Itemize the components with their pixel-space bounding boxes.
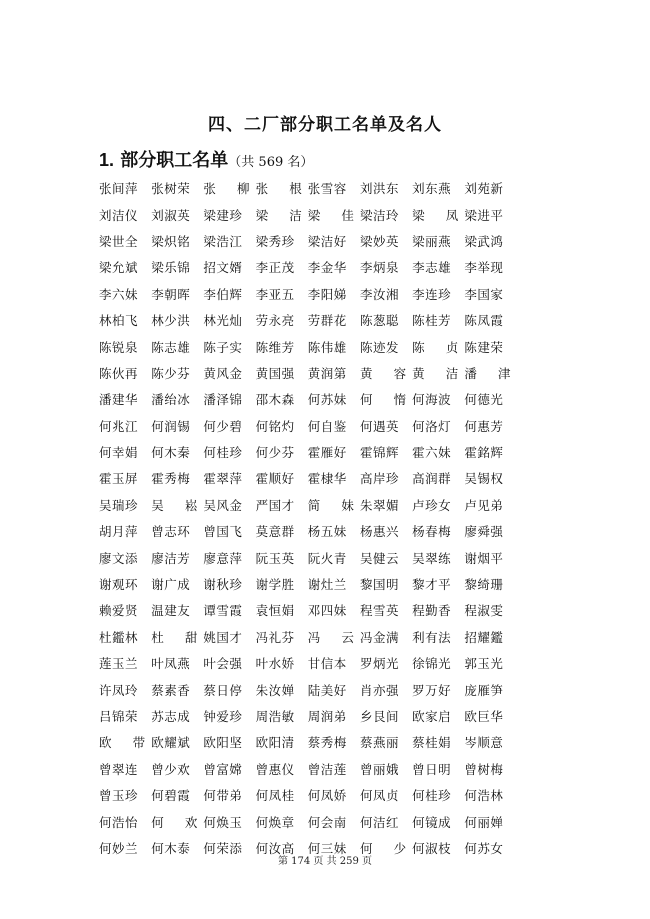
staff-name: 梁丽燕: [412, 233, 452, 249]
staff-name: 姚国才: [203, 629, 243, 645]
staff-name: 何浩林: [464, 788, 504, 804]
staff-name: 何焕章: [255, 814, 295, 830]
staff-name: 曾玉珍: [99, 788, 139, 804]
staff-name: 陈少芬: [151, 365, 191, 381]
staff-name: 梁乐锦: [151, 260, 191, 276]
staff-name: 陈 贞: [412, 339, 459, 355]
staff-name: 何会南: [307, 814, 347, 830]
staff-name: 何德光: [464, 392, 504, 408]
name-row: [99, 175, 559, 201]
staff-name: 梁秀珍: [255, 233, 295, 249]
staff-name: 何遇英: [359, 418, 399, 434]
name-row: [99, 808, 559, 834]
staff-name: 何自鉴: [307, 418, 347, 434]
staff-name: 梁建珍: [203, 207, 243, 223]
staff-name: 钟爱珍: [203, 709, 243, 724]
staff-name: 莲玉兰: [99, 656, 139, 672]
staff-name: 莫意群: [255, 524, 295, 540]
staff-name: 陈锐泉: [99, 339, 139, 355]
staff-name: 曾国飞: [203, 524, 243, 540]
staff-name: 欧耀斌: [151, 735, 191, 751]
staff-name: 霍锦辉: [359, 445, 399, 461]
name-row: [99, 254, 559, 280]
staff-name: 吴风金: [203, 497, 243, 513]
staff-name: 梁妙英: [359, 233, 399, 249]
staff-name: 苏志成: [151, 709, 191, 724]
staff-name: 霍雁好: [307, 445, 347, 461]
staff-name: 何带弟: [203, 788, 243, 804]
staff-name: 廖意萍: [203, 550, 243, 566]
staff-name: 李六妹: [99, 286, 139, 302]
name-row: [99, 729, 559, 755]
name-row: [99, 650, 559, 676]
staff-name: 梁 凤: [412, 207, 459, 223]
staff-name: 黄 容: [359, 365, 407, 381]
staff-name: 梁洁好: [307, 233, 347, 249]
staff-name: 吴锡权: [464, 471, 504, 487]
staff-name: 霍玉屏: [99, 471, 139, 487]
staff-name: 梁 佳: [307, 207, 354, 223]
staff-name: 何 欢: [151, 814, 198, 830]
staff-name: 黎国明: [359, 577, 399, 593]
staff-name: 劳群花: [307, 313, 347, 329]
staff-name: 何凤娇: [307, 788, 347, 804]
staff-name: 阮火青: [307, 550, 347, 566]
staff-name: 招文婿: [203, 260, 243, 276]
staff-name: 陈凤霞: [464, 313, 504, 329]
staff-name: 陈伙再: [99, 365, 139, 381]
staff-name: 曾日明: [412, 761, 452, 777]
staff-name: 徐锦光: [412, 656, 452, 672]
staff-name: 高润群: [412, 471, 452, 487]
name-row: [99, 360, 559, 386]
staff-name: 蔡日停: [203, 682, 243, 698]
staff-name: 梁浩江: [203, 233, 243, 249]
staff-name: 谢观环: [99, 577, 139, 593]
staff-name: 温建友: [151, 603, 191, 619]
staff-name: 黄 洁: [412, 365, 459, 381]
staff-name: 何苏女: [464, 840, 504, 856]
name-row: [99, 571, 559, 597]
name-row: [99, 333, 559, 359]
staff-name: 何惠芳: [464, 418, 504, 434]
staff-name: 李国家: [464, 286, 504, 302]
staff-name: 冯礼芬: [255, 629, 295, 645]
staff-name: 曾惠仪: [255, 761, 295, 777]
name-row: [99, 228, 559, 254]
staff-name: 谢学胜: [255, 577, 295, 593]
staff-name: 杨五妹: [307, 524, 347, 540]
staff-name: 何 惰: [359, 392, 407, 408]
name-row: [99, 386, 559, 412]
subsection-number: 1.: [99, 150, 115, 170]
staff-name: 欧阳清: [255, 735, 295, 751]
name-row: [99, 544, 559, 570]
staff-name: 何镜成: [412, 814, 452, 830]
staff-name: 林柏飞: [99, 313, 139, 329]
staff-name: 张树荣: [151, 181, 191, 197]
staff-name: 袁恒娟: [255, 603, 295, 619]
staff-name: 张间萍: [99, 181, 139, 197]
staff-name: 何少碧: [203, 418, 243, 434]
staff-name: 陈建荣: [464, 339, 504, 355]
staff-name: 吴翠练: [412, 550, 452, 566]
staff-name: 黎绮珊: [464, 577, 504, 593]
staff-name: 何三妹: [307, 840, 347, 856]
staff-name: 黄润第: [307, 365, 347, 381]
staff-name: 严国才: [255, 497, 295, 513]
staff-name: 霍棣华: [307, 471, 347, 487]
staff-name: 李朝晖: [151, 286, 191, 302]
staff-name: 蔡素香: [151, 682, 191, 698]
staff-name: 欧家启: [412, 709, 452, 724]
staff-name: 曾树梅: [464, 761, 504, 777]
staff-name: 蔡桂娟: [412, 735, 452, 751]
staff-name: 李亚五: [255, 286, 295, 302]
staff-name: 高岸珍: [359, 471, 399, 487]
staff-name: 廖舜强: [464, 524, 504, 540]
staff-name: 刘洪东: [359, 181, 399, 197]
staff-name: 卢见弟: [464, 497, 504, 513]
staff-name: 刘淑英: [151, 207, 191, 223]
staff-name: 朱翠媚: [359, 497, 399, 513]
staff-name: 罗炳光: [359, 656, 399, 672]
staff-name: 陈桂芳: [412, 313, 452, 329]
staff-name: 何桂珍: [203, 445, 243, 461]
section-title: 四、二厂部分职工名单及名人: [208, 115, 442, 135]
subsection-title: [99, 146, 313, 172]
staff-name: 叶水娇: [255, 656, 295, 672]
staff-name: 庞雁笋: [464, 682, 504, 698]
staff-name: 杨惠兴: [359, 524, 399, 540]
staff-name: 何汝高: [255, 840, 295, 856]
staff-name: 廖洁芳: [151, 550, 191, 566]
name-row: [99, 439, 559, 465]
staff-name: 蔡燕丽: [359, 735, 399, 751]
name-row: [99, 281, 559, 307]
staff-name: 何洁红: [359, 814, 399, 830]
staff-name: 刘东燕: [412, 181, 452, 197]
staff-name: 陈迹发: [359, 339, 399, 355]
staff-name: 何 少: [359, 840, 407, 856]
staff-name: 张 柳: [203, 181, 250, 197]
staff-name: 陈葱聪: [359, 313, 399, 329]
staff-name: 何浩怡: [99, 814, 139, 830]
staff-name: 黄风金: [203, 365, 243, 381]
staff-name: 杜 甜: [151, 629, 198, 645]
staff-name: 吴瑞珍: [99, 497, 139, 513]
staff-name: 何洛灯: [412, 418, 452, 434]
staff-name: 潘 津: [464, 365, 511, 381]
staff-name: 何木秦: [151, 445, 191, 461]
staff-name: 何兆江: [99, 418, 139, 434]
staff-name: 梁武鸿: [464, 233, 504, 249]
staff-name: 陈维芳: [255, 339, 295, 355]
staff-name: 潘绐冰: [151, 392, 191, 408]
staff-name: 李连珍: [412, 286, 452, 302]
name-row: [99, 307, 559, 333]
staff-name: 何凤桂: [255, 788, 295, 804]
staff-name: 梁 洁: [255, 207, 302, 223]
staff-name: 陈志雄: [151, 339, 191, 355]
staff-name: 邓四妹: [307, 603, 347, 619]
staff-name: 卢珍女: [412, 497, 452, 513]
staff-name: 曾志环: [151, 524, 191, 540]
staff-name: 许凤玲: [99, 682, 139, 698]
staff-name: 霍秀梅: [151, 471, 191, 487]
staff-name: 劳永亮: [255, 313, 295, 329]
staff-name: 利有法: [412, 629, 452, 645]
name-row: [99, 756, 559, 782]
staff-name: 胡月萍: [99, 524, 139, 540]
staff-name: 李志雄: [412, 260, 452, 276]
staff-name: 曾洁莲: [307, 761, 347, 777]
staff-name: 刘洁仪: [99, 207, 139, 223]
name-row: [99, 624, 559, 650]
staff-name: 刘苑新: [464, 181, 504, 197]
staff-name: 谭雪霞: [203, 603, 243, 619]
staff-name: 霍顺好: [255, 471, 295, 487]
staff-name: 何淑枝: [412, 840, 452, 856]
staff-name: 何妙兰: [99, 840, 139, 856]
staff-name: 何润锡: [151, 418, 191, 434]
staff-name: 李伯辉: [203, 286, 243, 302]
staff-name: 张 根: [255, 181, 302, 197]
staff-name: 陈伟雄: [307, 339, 347, 355]
staff-name: 曾富嫦: [203, 761, 243, 777]
name-row: [99, 465, 559, 491]
staff-name: 何铭灼: [255, 418, 295, 434]
staff-name: 何丽婵: [464, 814, 504, 830]
staff-name: 梁允斌: [99, 260, 139, 276]
staff-name: 霍翠萍: [203, 471, 243, 487]
staff-name: 何凤贞: [359, 788, 399, 804]
staff-name: 李金华: [307, 260, 347, 276]
page-footer: 第 174 页 共 259 页: [277, 856, 373, 867]
staff-name: 曾翠连: [99, 761, 139, 777]
staff-name: 何焕玉: [203, 814, 243, 830]
staff-name: 叶凤燕: [151, 656, 191, 672]
name-row: [99, 201, 559, 227]
staff-name: 郭玉光: [464, 656, 504, 672]
staff-name: 霍六妹: [412, 445, 452, 461]
staff-name: 吕锦荣: [99, 709, 139, 724]
staff-name: 梁世全: [99, 233, 139, 249]
staff-name: 赖爱贤: [99, 603, 139, 619]
staff-name: 周浩敏: [255, 709, 295, 724]
staff-name: 肖亦强: [359, 682, 399, 698]
staff-name: 梁洁玲: [359, 207, 399, 223]
staff-name: 程勤香: [412, 603, 452, 619]
name-row: [99, 597, 559, 623]
staff-name: 甘信本: [307, 656, 347, 672]
staff-name: 林光灿: [203, 313, 243, 329]
staff-name: 李举现: [464, 260, 504, 276]
staff-name: 谢灶兰: [307, 577, 347, 593]
staff-name: 黎才平: [412, 577, 452, 593]
staff-name: 冯 云: [307, 629, 354, 645]
name-row: [99, 518, 559, 544]
staff-name: 欧 带: [99, 735, 146, 751]
staff-name: 蔡秀梅: [307, 735, 347, 751]
staff-name: 何海波: [412, 392, 452, 408]
staff-name: 李汝湘: [359, 286, 399, 302]
staff-name: 罗万好: [412, 682, 452, 698]
staff-name: 梁炽铭: [151, 233, 191, 249]
staff-name: 潘泽锦: [203, 392, 243, 408]
staff-name: 程雪英: [359, 603, 399, 619]
staff-name: 何苏妹: [307, 392, 347, 408]
staff-name: 何碧霞: [151, 788, 191, 804]
staff-name: 陈子实: [203, 339, 243, 355]
staff-name: 何少芬: [255, 445, 295, 461]
staff-name: 杨春梅: [412, 524, 452, 540]
staff-name: 吴健云: [359, 550, 399, 566]
staff-name: 程淑雯: [464, 603, 504, 619]
staff-name: 邵木森: [255, 392, 295, 408]
staff-name: 陆美好: [307, 682, 347, 698]
staff-name: 何桂珍: [412, 788, 452, 804]
staff-name: 冯金满: [359, 629, 399, 645]
staff-name: 阮玉英: [255, 550, 295, 566]
subsection-heading: 部分职工名单: [120, 150, 229, 171]
staff-name: 叶会强: [203, 656, 243, 672]
staff-name: 招耀鑑: [464, 629, 504, 645]
staff-name: 何幸娟: [99, 445, 139, 461]
staff-name: 欧巨华: [464, 709, 504, 724]
staff-name: 霍銘辉: [464, 445, 504, 461]
staff-name: 朱汝婵: [255, 682, 295, 698]
staff-name-list: [99, 175, 559, 861]
staff-name: 吴 崧: [151, 497, 198, 513]
staff-name: 黄国强: [255, 365, 295, 381]
staff-name: 梁进平: [464, 207, 504, 223]
staff-name: 李炳泉: [359, 260, 399, 276]
staff-name: 岑顺意: [464, 735, 504, 751]
staff-name: 廖文添: [99, 550, 139, 566]
staff-name: 杜鑑林: [99, 629, 139, 645]
staff-name: 欧阳坚: [203, 735, 243, 751]
staff-name: 谢秋珍: [203, 577, 243, 593]
staff-name: 何木泰: [151, 840, 191, 856]
staff-name: 曾丽娥: [359, 761, 399, 777]
staff-name: 周润弟: [307, 709, 347, 724]
staff-name: 曾少欢: [151, 761, 191, 777]
staff-name: 谢广成: [151, 577, 191, 593]
name-row: [99, 492, 559, 518]
name-row: [99, 782, 559, 808]
name-row: [99, 703, 559, 729]
staff-name: 李阳娣: [307, 286, 347, 302]
staff-name: 何荣添: [203, 840, 243, 856]
staff-name: 张雪容: [307, 181, 347, 197]
name-row: [99, 676, 559, 702]
staff-name: 潘建华: [99, 392, 139, 408]
staff-name: 林少洪: [151, 313, 191, 329]
staff-name: 李正茂: [255, 260, 295, 276]
subsection-count: （共 569 名）: [228, 155, 314, 170]
staff-name: 乡艮间: [359, 709, 399, 724]
name-row: [99, 413, 559, 439]
staff-name: 谢烟平: [464, 550, 504, 566]
staff-name: 简 妹: [307, 497, 354, 513]
